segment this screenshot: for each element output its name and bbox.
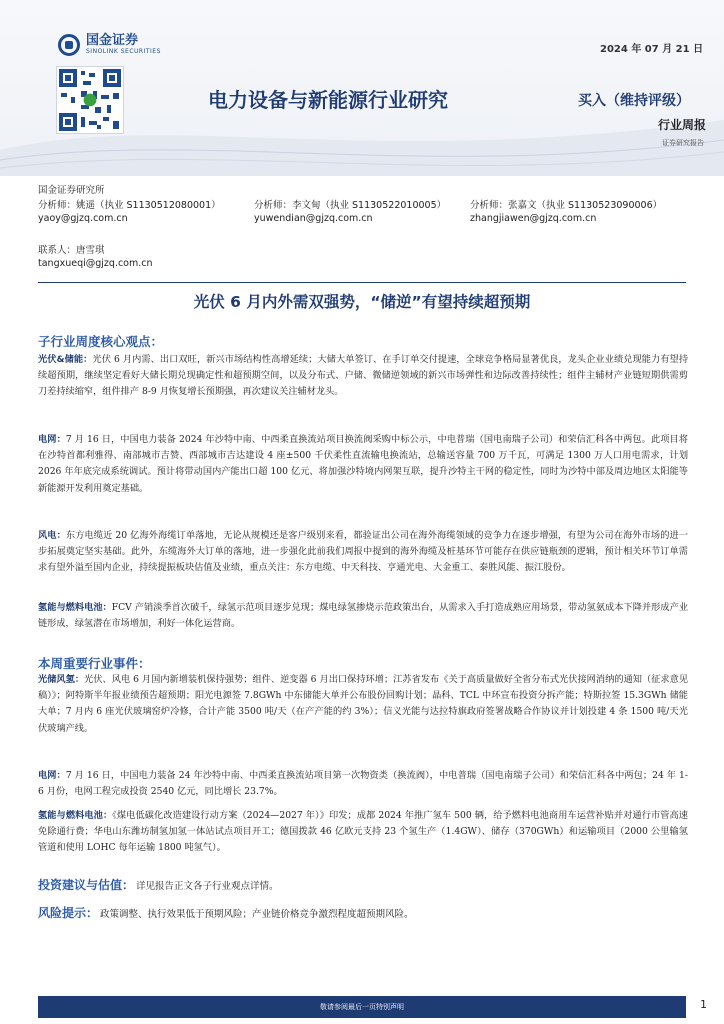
- analyst-name: 分析师：李文甸（执业 S1130522010005）: [254, 200, 447, 211]
- report-type: 行业周报: [658, 118, 707, 132]
- analyst-block: [470, 199, 662, 225]
- core-view-pv-storage: [38, 352, 688, 401]
- paragraph-text: FCV 产销淡季首次破千，绿氢示范项目逐步兑现；煤电绿氢掺烧示范政策出台，从需求入手打造成熟应用场景，带动氢氨成本下降并形成产业链形成，绿氢潜在市场增加，利好一体化运营商。: [38, 602, 689, 630]
- analyst-email[interactable]: yuwendian@gjzq.com.cn: [254, 213, 373, 224]
- core-view-hydrogen: [38, 600, 688, 632]
- brand-name-en: SINOLINK SECURITIES: [86, 48, 161, 55]
- paragraph-label: 光储风氢：: [38, 674, 85, 685]
- paragraph-label: 风电：: [38, 530, 66, 541]
- analyst-email[interactable]: yaoy@gjzq.com.cn: [38, 213, 128, 224]
- core-view-wind: [38, 528, 688, 577]
- contact-email[interactable]: tangxueqi@gjzq.com.cn: [38, 258, 153, 269]
- section-title-core-views: 子行业周度核心观点：: [38, 334, 164, 349]
- paragraph-label: 电网：: [38, 434, 66, 445]
- paragraph-text: 光伏、风电 6 月国内新增装机保持强势；组件、逆变器 6 月出口保持环增；江苏省发布《关于高质量做好全省分布式光伏接网消纳的通知（征求意见稿）》；阿特斯半年报业绩预告超预期；阳光电源签 7.8GWh 中东储能大单并公布股份回购计划；晶科、TCL 中环宣布投资分拆产能；特斯拉签 15.3GWh 储能大单；7 月内 6 座光伏玻璃窑炉冷修，合计产能 3500 吨/天（在产产能的约 3%）；信义光能与达拉特旗政府签署战略合作协议并计划投建 4 条 1500 吨/天光伏玻璃产线。: [38, 674, 689, 734]
- investment-advice: [38, 876, 279, 893]
- event-pv-wind-hydrogen: [38, 672, 688, 737]
- research-institute: 国金证券研究所: [38, 185, 105, 196]
- report-subtype: 证券研究报告: [662, 139, 704, 147]
- event-grid: [38, 768, 688, 800]
- analyst-email[interactable]: zhangjiawen@gjzq.com.cn: [470, 213, 597, 224]
- qr-code-icon: [56, 66, 124, 134]
- analyst-block: [38, 199, 221, 225]
- footer-disclaimer[interactable]: 敬请参阅最后一页特别声明: [320, 1003, 404, 1011]
- contact-block: [38, 244, 153, 270]
- paragraph-text: 《煤电低碳化改造建设行动方案（2024—2027 年）》印发；成都 2024 年推广氢车 500 辆，给予燃料电池商用车运营补贴并对通行市管高速免除通行费；华电山东潍坊制氢加氢一体站试点项目开工；德国拨款 46 亿欧元支持 23 个氢生产（1.4GW）、储存（370GWh）和运输项目（2000 公里输氢管道和使用 LOHC 每年运输 1800 吨氢气）。: [38, 810, 688, 854]
- risk-label: 风险提示：: [38, 906, 99, 920]
- paragraph-text: 7 月 16 日，中国电力装备 24 年沙特中南、中西柔直换流站项目第一次物资类（换流阀），中电普瑞（国电南瑞子公司）和荣信汇科各中两包；24 年 1-6 月份，电网工程完成投资 2540 亿元，同比增长 23.7%。: [38, 770, 689, 798]
- report-headline: 光伏 6 月内外需双强势，“储逆”有望持续超预期: [193, 293, 531, 311]
- analyst-name: 分析师：张嘉文（执业 S1130523090006）: [470, 200, 663, 211]
- paragraph-label: 氢能与燃料电池：: [38, 810, 113, 821]
- page-number: 1: [700, 998, 707, 1011]
- section-title-events: 本周重要行业事件：: [38, 656, 151, 671]
- paragraph-text: 光伏 6 月内需、出口双旺，新兴市场结构性高增延续；大储大单签订、在手订单交付提速，全球竞争格局显著优良，龙头企业业绩兑现能力有望持续超预期，继续坚定看好大储长期兑现确定性和超预期空间，以及分布式、户储、微储逆领域的新兴市场弹性和边际改善持续性；组件主辅材产业链短期供需剪刀差持续缩窄，组件排产 8-9 月恢复增长预期强，再次建议关注辅材龙头。: [38, 354, 689, 398]
- advice-label: 投资建议与估值：: [38, 878, 135, 892]
- divider: [38, 282, 686, 283]
- paragraph-label: 光伏&储能：: [38, 354, 93, 365]
- contact-name: 联系人：唐雪琪: [38, 245, 105, 256]
- brand-name-cn: 国金证券: [86, 33, 139, 48]
- paragraph-text: 东方电缆近 20 亿海外海缆订单落地，无论从规模还是客户级别来看，都验证出公司在海外海缆领域的竞争力在逐步增强，有望为公司在海外市场的进一步拓展奠定坚实基础。此外，东缆海外大订单的落地，进一步强化此前我们周报中提到的海外海缆及桩基环节可能存在供应链瓶颈的逻辑，预计相关环节订单需求有望外溢至国内企业，持续提振板块估值及业绩，重点关注：东方电缆、中天科技、亨通光电、大金重工、泰胜风能、振江股份。: [38, 530, 689, 574]
- brand-logo-icon: [58, 34, 80, 56]
- report-date: 2024 年 07 月 21 日: [600, 44, 704, 55]
- risk-text: 政策调整、执行效果低于预期风险；产业链价格竞争激烈程度超预期风险。: [100, 909, 414, 920]
- core-view-grid: [38, 432, 688, 497]
- event-hydrogen: [38, 808, 688, 857]
- risk-warning: [38, 904, 414, 921]
- analyst-name: 分析师：姚遥（执业 S1130512080001）: [38, 200, 221, 211]
- paragraph-text: 7 月 16 日，中国电力装备 2024 年沙特中南、中西柔直换流站项目换流阀采购中标公示，中电普瑞（国电南瑞子公司）和荣信汇科各中两包。此项目将在沙特首都利雅得、南部城市吉赞、西部城市吉达建设 4 座±500 千伏柔性直流输电换流站，总输送容量 700 万千瓦，可满足 1300 万人口用电需求，计划 2026 年年底完成系统调试。预计将带动国内产能出口超 100 亿元、将加强沙特境内网架互联，提升沙特主干网的稳定性，同时为沙特中部及周边地区太阳能等新能源开发利用奠定基础。: [38, 434, 688, 494]
- footer-disclaimer-bar: [38, 996, 686, 1018]
- paragraph-label: 电网：: [38, 770, 66, 781]
- paragraph-label: 氢能与燃料电池：: [38, 602, 112, 613]
- brand-logo: [58, 34, 161, 56]
- advice-text: 详见报告正文各子行业观点详情。: [136, 881, 279, 892]
- rating-label: 买入（维持评级）: [578, 93, 690, 109]
- report-title: 电力设备与新能源行业研究: [208, 88, 448, 112]
- analyst-block: [254, 199, 446, 225]
